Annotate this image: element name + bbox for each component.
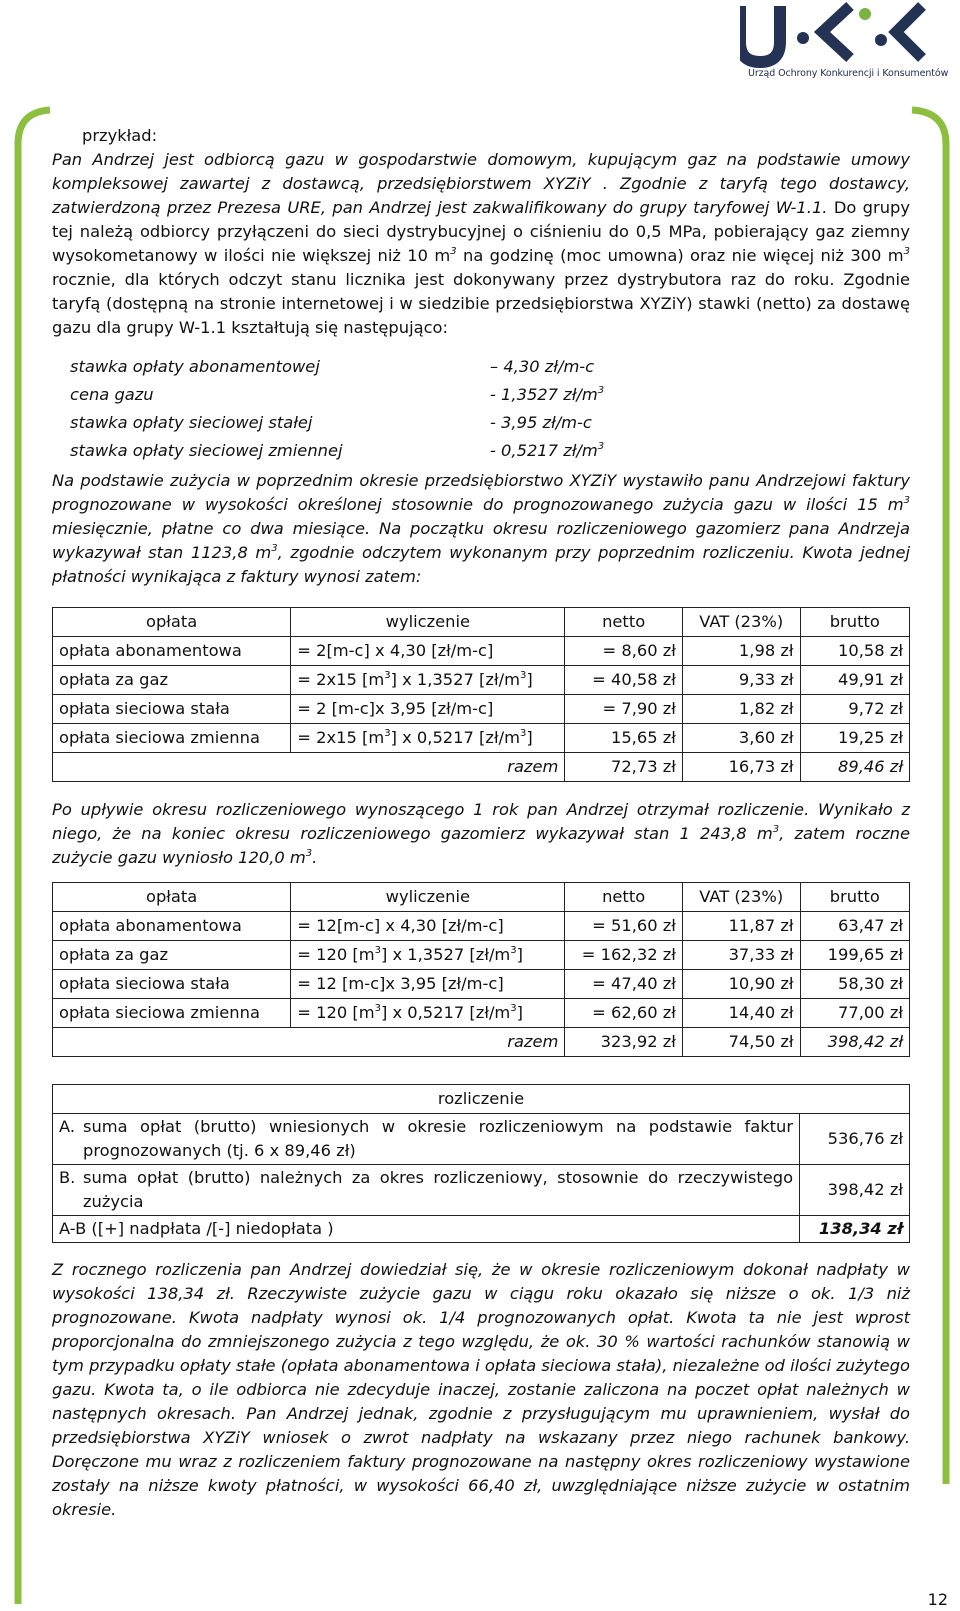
intro-text-2: Do grupy tej należą odbiorcy przyłączeni do sieci dystrybucyjnej o ciśnieniu do 0,5 MPa, pobierający gaz ziemny wysokometanowy w ilości nie większej niż 10 m <box>52 198 910 265</box>
fee-calc: = 12 [m-c]x 3,95 [zł/m-c] <box>291 970 565 999</box>
fee-calc: = 12[m-c] x 4,30 [zł/m-c] <box>291 912 565 941</box>
col-header: brutto <box>800 608 909 637</box>
intro-text-1: Pan Andrzej jest odbiorcą gazu w gospodarstwie domowym, kupującym gaz na podstawie umowy kompleksowej zawartej z dostawcą, przedsiębiorstwem XYZiY . Zgodnie z taryfą tego dostawcy, zatwierdzoną przez Prezesa URE, pan Andrzej jest zakwalifikowany do grupy taryfowej W-1.1. <box>52 150 910 217</box>
example-label: przykład: <box>82 126 158 145</box>
total-brutto: 398,42 zł <box>800 1028 909 1057</box>
fee-vat: 1,98 zł <box>682 637 800 666</box>
sup: 3 <box>450 246 457 257</box>
fee-vat: 11,87 zł <box>682 912 800 941</box>
fee-calc: = 2 [m-c]x 3,95 [zł/m-c] <box>291 695 565 724</box>
fee-brutto: 9,72 zł <box>800 695 909 724</box>
table-total-row <box>53 753 910 782</box>
col-header: wyliczenie <box>291 883 565 912</box>
total-vat: 74,50 zł <box>682 1028 800 1057</box>
fee-name: opłata sieciowa stała <box>53 695 291 724</box>
fee-calc: = 2x15 $[m^3]$ x 0,5217 $[zł/m^3]$ <box>291 724 565 753</box>
fee-brutto: 19,25 zł <box>800 724 909 753</box>
fee-brutto: 63,47 zł <box>800 912 909 941</box>
fee-brutto: 10,58 zł <box>800 637 909 666</box>
table-row <box>53 666 910 695</box>
table-row <box>53 941 910 970</box>
table-row <box>53 724 910 753</box>
sup: 3 <box>772 824 780 835</box>
sup: 3 <box>271 543 278 554</box>
rate-value: – 4,30 zł/m-c <box>490 357 595 376</box>
rate-value: - 3,95 zł/m-c <box>490 413 592 432</box>
rate-name: cena gazu <box>70 385 154 404</box>
settlement-diff-text: A-B ([+] nadpłata /[-] niedopłata ) <box>53 1216 800 1243</box>
fee-vat: 10,90 zł <box>682 970 800 999</box>
fee-netto: = 62,60 zł <box>565 999 683 1028</box>
col-header: wyliczenie <box>291 608 565 637</box>
col-header: VAT (23%) <box>682 608 800 637</box>
settlement-diff-value: 138,34 zł <box>800 1216 910 1243</box>
settlement-b-value: 398,42 zł <box>800 1165 910 1216</box>
settlement-title: rozliczenie <box>53 1085 910 1114</box>
total-netto: 72,73 zł <box>565 753 683 782</box>
settlement-row-a <box>53 1114 910 1165</box>
col-header: netto <box>565 883 683 912</box>
payment-table <box>52 607 910 782</box>
fee-netto: 15,65 zł <box>565 724 683 753</box>
fee-vat: 1,82 zł <box>682 695 800 724</box>
table-row <box>53 999 910 1028</box>
settlement-header-row <box>53 1085 910 1114</box>
rate-row <box>70 437 910 465</box>
annual-table <box>52 882 910 1057</box>
intro-text-3: na godzinę (moc umowna) oraz nie więcej niż 300 m <box>456 246 904 265</box>
col-header: opłata <box>53 608 291 637</box>
rate-value: - 0,5217 $zł/m^3$ <box>490 441 605 460</box>
col-header: brutto <box>800 883 909 912</box>
empty-cell <box>53 753 291 782</box>
fee-calc: = 2x15 $[m^3]$ x 1,3527 $[zł/m^3]$ <box>291 666 565 695</box>
col-header: netto <box>565 608 683 637</box>
total-brutto: 89,46 zł <box>800 753 909 782</box>
rate-row <box>70 381 910 409</box>
fee-vat: 9,33 zł <box>682 666 800 695</box>
fee-brutto: 58,30 zł <box>800 970 909 999</box>
sup: 3 <box>903 246 910 257</box>
settlement-a-text: A. suma opłat (brutto) wniesionych w okresie rozliczeniowym na podstawie faktur prognozowanych (tj. 6 x 89,46 zł) <box>53 1114 800 1165</box>
fee-brutto: 49,91 zł <box>800 666 909 695</box>
total-label: razem <box>291 753 565 782</box>
fee-name: opłata za gaz <box>53 666 291 695</box>
rates-list <box>70 353 910 465</box>
forecast-text-3: , zgodnie odczytem wykonanym przy poprzednim rozliczeniu. Kwota jednej płatności wynikająca z faktury wynosi zatem: <box>52 543 910 586</box>
total-netto: 323,92 zł <box>565 1028 683 1057</box>
settlement-row-b <box>53 1165 910 1216</box>
forecast-text-1: Na podstawie zużycia w poprzednim okresie przedsiębiorstwo XYZiY wystawiło panu Andrzejowi faktury prognozowane w wysokości określonej stosownie do prognozowanego zużycia gazu w ilości 15 m <box>52 471 910 514</box>
rate-name: stawka opłaty sieciowej zmiennej <box>70 441 343 460</box>
col-header: opłata <box>53 883 291 912</box>
fee-vat: 3,60 zł <box>682 724 800 753</box>
sup: 3 <box>305 848 313 859</box>
table-row <box>53 695 910 724</box>
table-row <box>53 970 910 999</box>
rate-name: stawka opłaty sieciowej stałej <box>70 413 313 432</box>
rate-name: stawka opłaty abonamentowej <box>70 357 320 376</box>
settlement-text-2: , zatem roczne zużycie gazu wyniosło 120,0 m <box>52 824 910 867</box>
fee-brutto: 77,00 zł <box>800 999 909 1028</box>
fee-name: opłata sieciowa stała <box>53 970 291 999</box>
table-header-row <box>53 883 910 912</box>
fee-calc: = 120 $[m^3]$ x 0,5217 $[zł/m^3]$ <box>291 999 565 1028</box>
table-total-row <box>53 1028 910 1057</box>
settlement-row-diff <box>53 1216 910 1243</box>
fee-name: opłata sieciowa zmienna <box>53 999 291 1028</box>
settlement-text-1: Po upływie okresu rozliczeniowego wynoszącego 1 rok pan Andrzej otrzymał rozliczenie. Wynikało z niego, że na koniec okresu rozliczeniowego gazomierz wykazywał stan 1 243,8 m <box>52 800 910 843</box>
fee-netto: = 7,90 zł <box>565 695 683 724</box>
rate-value: - 1,3527 $zł/m^3$ <box>490 385 605 404</box>
fee-name: opłata za gaz <box>53 941 291 970</box>
table-header-row <box>53 608 910 637</box>
fee-brutto: 199,65 zł <box>800 941 909 970</box>
forecast-text-2: miesięcznie, płatne co dwa miesiące. Na początku okresu rozliczeniowego gazomierz pana Andrzeja wykazywał stan 1123,8 m <box>52 519 910 562</box>
settlement-a-value: 536,76 zł <box>800 1114 910 1165</box>
settlement-text-3: . <box>312 848 318 867</box>
settlement-b-text: B. suma opłat (brutto) należnych za okres rozliczeniowy, stosownie do rzeczywistego zużycia <box>53 1165 800 1216</box>
fee-name: opłata abonamentowa <box>53 912 291 941</box>
total-vat: 16,73 zł <box>682 753 800 782</box>
table-row <box>53 912 910 941</box>
fee-name: opłata sieciowa zmienna <box>53 724 291 753</box>
fee-calc: = 2[m-c] x 4,30 [zł/m-c] <box>291 637 565 666</box>
fee-calc: = 120 $[m^3]$ x 1,3527 $[zł/m^3]$ <box>291 941 565 970</box>
paragraph-forecast <box>52 469 910 589</box>
rate-row <box>70 353 910 381</box>
intro-text-4: rocznie, dla których odczyt stanu licznika jest dokonywany przez dystrybutora raz do roku. Zgodnie taryfą (dostępną na stronie internetowej i w siedzibie przedsiębiorstwa XYZiY) stawki (netto) za dostawę gazu dla grupy W-1.1 kształtują się następująco: <box>52 270 910 337</box>
fee-netto: = 40,58 zł <box>565 666 683 695</box>
fee-vat: 14,40 zł <box>682 999 800 1028</box>
col-header: VAT (23%) <box>682 883 800 912</box>
total-label: razem <box>291 1028 565 1057</box>
fee-netto: = 8,60 zł <box>565 637 683 666</box>
empty-cell <box>53 1028 291 1057</box>
fee-netto: = 162,32 zł <box>565 941 683 970</box>
fee-netto: = 51,60 zł <box>565 912 683 941</box>
fee-name: opłata abonamentowa <box>53 637 291 666</box>
page-number: 12 <box>927 1590 948 1609</box>
paragraph-intro <box>52 148 910 340</box>
sup: 3 <box>903 495 910 506</box>
table-row <box>53 637 910 666</box>
settlement-table <box>52 1084 910 1243</box>
paragraph-conclusion: Z rocznego rozliczenia pan Andrzej dowiedział się, że w okresie rozliczeniowym dokonał nadpłaty w wysokości 138,34 zł. Rzeczywiste zużycie gazu w ciągu roku okazało się niższe o ok. 1/3 niż prognozowane. Kwota nadpłaty wynosi ok. 1/4 prognozowanych opłat. Kwota ta nie jest wprost proporcjonalna do zmniejszonego zużycia z tego względu, że ok. 30 % wartości rachunków stanowią w tym przypadku opłaty stałe (opłata abonamentowa i opłata sieciowa stała), niezależne od ilości zużytego gazu. Kwota ta, o ile odbiorca nie zdecyduje inaczej, zostanie zaliczona na poczet opłat należnych w następnych okresach. Pan Andrzej jednak, zgodnie z przysługującym mu uprawnieniem, wysłał do przedsiębiorstwa XYZiY wniosek o zwrot nadpłaty na wskazany przez niego rachunek bankowy. Doręczone mu wraz z rozliczeniem faktury prognozowane na następny okres rozliczeniowy wystawione zostały na niższe kwoty płatności, w wysokości 66,40 zł, uwzględniające niższe zużycie w ostatnim okresie. <box>52 1260 910 1519</box>
rate-row <box>70 409 910 437</box>
fee-vat: 37,33 zł <box>682 941 800 970</box>
paragraph-settlement <box>52 798 910 870</box>
fee-netto: = 47,40 zł <box>565 970 683 999</box>
document-body <box>52 124 910 1522</box>
logo-subtitle: Urząd Ochrony Konkurencji i Konsumentów <box>748 68 949 79</box>
